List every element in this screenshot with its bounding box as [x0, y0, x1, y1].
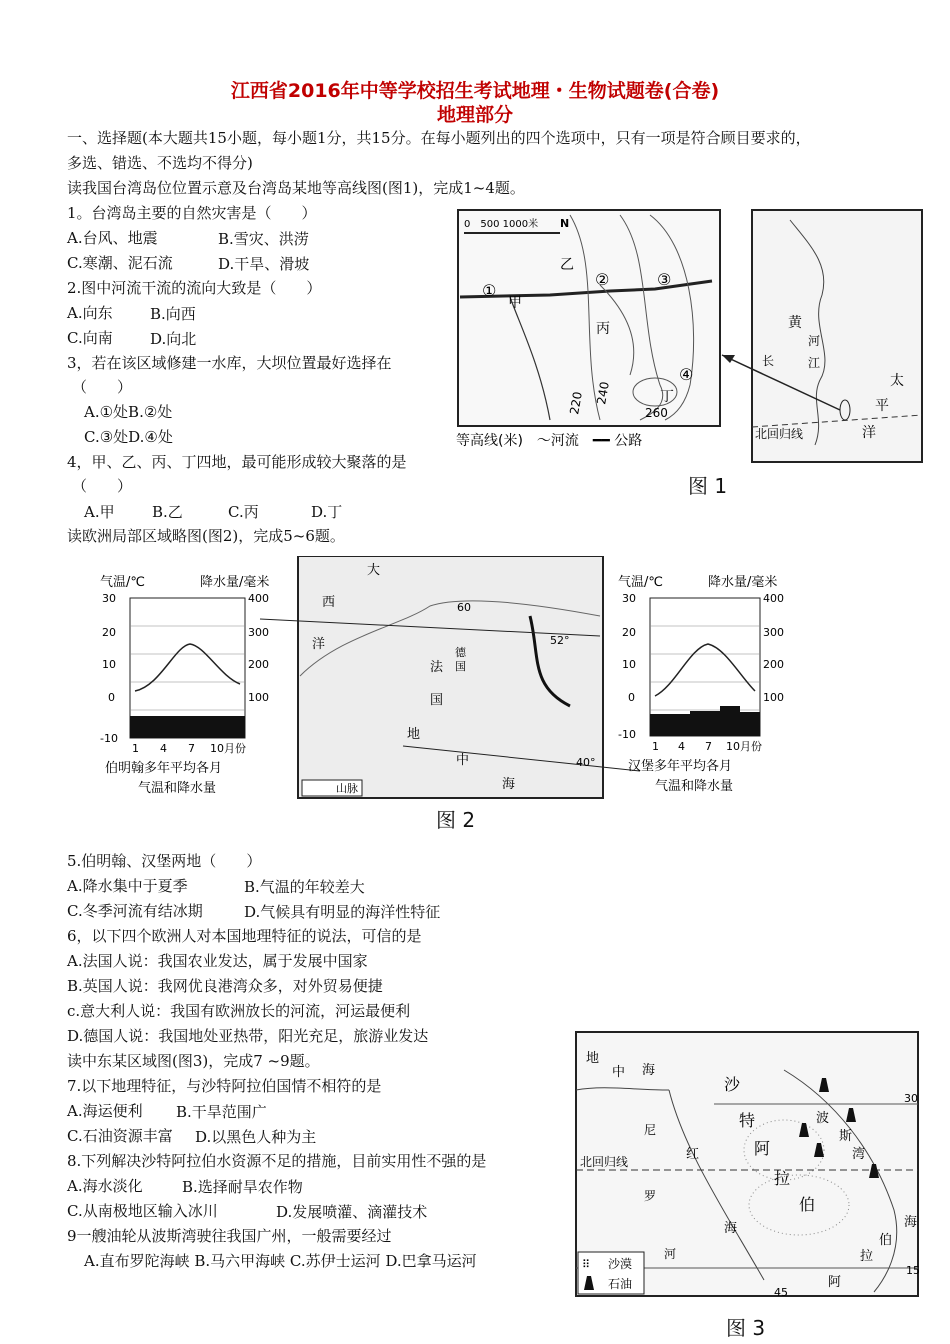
right-ptick: 200: [763, 658, 784, 671]
right-temp-axis-title: 气温/℃: [618, 575, 663, 590]
label-a: 阿: [754, 1139, 771, 1158]
section-instructions-cont: 多选、错选、不选均不得分): [67, 154, 253, 172]
question-7-option-c: C.石油资源丰富: [67, 1127, 173, 1145]
label-he: 河: [808, 334, 821, 348]
right-ptick: 100: [763, 691, 784, 704]
left-month: 4: [160, 742, 167, 755]
tropic-label: 北回归线: [580, 1155, 629, 1169]
question-4-option-a: A.甲: [84, 503, 115, 521]
site-4: ④: [679, 365, 694, 384]
label-ping: 平: [875, 398, 889, 414]
map-label-di: 地: [407, 727, 421, 742]
left-ptick: 200: [248, 658, 269, 671]
right-month: 1: [652, 740, 659, 753]
question-1-option-a: A.台风、地震: [67, 229, 158, 247]
contour-label-240: 240: [594, 380, 612, 406]
right-month: 4: [678, 740, 685, 753]
tropic-label: 北回归线: [755, 427, 804, 441]
site-1: ①: [482, 281, 497, 300]
label-la: 拉: [774, 1169, 791, 1188]
question-5-stem: 5.伯明翰、汉堡两地（ ）: [67, 852, 262, 870]
left-temp-axis-title: 气温/℃: [100, 575, 145, 590]
question-7-option-a: A.海运便利: [67, 1102, 143, 1120]
question-9-options: A.直布罗陀海峡 B.马六甲海峡 C.苏伊士运河 D.巴拿马运河: [84, 1252, 477, 1270]
label-chang: 长: [762, 354, 775, 368]
site-2: ②: [595, 270, 610, 289]
question-8-option-b: B.选择耐旱农作物: [182, 1178, 303, 1196]
place-ding: 丁: [660, 389, 674, 405]
label-di: 地: [586, 1051, 600, 1066]
label-a2: 阿: [828, 1275, 842, 1290]
right-tick: 30: [622, 592, 636, 605]
right-ptick: 400: [763, 592, 784, 605]
lat-label-30: 30: [904, 1092, 918, 1105]
question-8-stem: 8.下列解决沙特阿拉伯水资源不足的措施，目前实用性不强的是: [67, 1152, 487, 1170]
question-5-option-b: B.气温的年较差大: [244, 878, 365, 896]
question-5-option-c: C.冬季河流有结冰期: [67, 902, 203, 920]
question-3-stem: 3，若在该区域修建一水库，大坝位置最好选择在: [67, 354, 392, 372]
map-label-zhong: 中: [456, 753, 470, 768]
left-month: 7: [188, 742, 195, 755]
right-chart-caption-2: 气温和降水量: [655, 779, 734, 794]
scale-label: 0 500 1000米: [464, 219, 539, 230]
map-label-xi: 西: [322, 595, 336, 610]
question-1-option-b: B.雪灾、洪涝: [218, 230, 309, 248]
label-yang: 洋: [862, 425, 876, 441]
lon-label-45: 45: [774, 1286, 788, 1298]
section-instructions: 一、选择题(本大题共15小题，每小题1分，共15分。在每小题列出的四个选项中，只有一项是符合顾目要求的，: [67, 129, 811, 147]
question-6-option-d: D.德国人说：我国地处亚热带，阳光充足，旅游业发达: [67, 1027, 429, 1045]
reading-prompt-1: 读我国台湾岛位位置示意及台湾岛某地等高线图(图1)，完成1~4题。: [67, 179, 525, 197]
place-bing: 丙: [596, 321, 610, 337]
left-ptick: 300: [248, 626, 269, 639]
page-subtitle: 地理部分: [436, 104, 513, 126]
lat-label-52: 52°: [550, 634, 570, 647]
contour-label-220: 220: [567, 390, 585, 416]
right-tick: 20: [622, 626, 636, 639]
question-4-stem: 4，甲、乙、丙、丁四地，最可能形成较大聚落的是: [67, 453, 407, 471]
figure-2-caption: 图 2: [436, 808, 476, 832]
label-huang: 黄: [788, 315, 802, 331]
label-wan: 湾: [852, 1147, 866, 1162]
question-2-option-b: B.向西: [150, 305, 196, 323]
place-jia: 甲: [508, 295, 522, 311]
desert-legend: 沙漠: [608, 1257, 633, 1271]
question-4-option-b: B.乙: [152, 503, 183, 521]
right-chart-caption: 汉堡多年平均各月: [628, 759, 733, 774]
arrow-head-icon: [722, 355, 735, 363]
question-5-option-a: A.降水集中于夏季: [67, 877, 188, 895]
left-precip-bars: [130, 716, 245, 738]
inset-map-frame: [752, 210, 922, 462]
figure-3: [574, 1030, 924, 1298]
map-label-fa: 法: [430, 660, 444, 675]
question-4-option-c: C.丙: [228, 503, 259, 521]
question-7-option-d: D.以黑色人种为主: [195, 1128, 317, 1146]
question-1-stem: 1。台湾岛主要的自然灾害是（ ）: [67, 204, 317, 222]
label-ni: 尼: [644, 1123, 657, 1137]
question-2-option-c: C.向南: [67, 329, 113, 347]
figure-1-caption: 图 1: [688, 474, 728, 498]
oil-legend: 石油: [608, 1277, 633, 1291]
place-yi: 乙: [560, 257, 574, 273]
question-7-option-b: B.干旱范围广: [176, 1103, 267, 1121]
question-6-option-c: c.意大利人说：我国有欧洲放长的河流，河运最便利: [67, 1002, 411, 1020]
question-6-option-a: A.法国人说：我国农业发达，属于发展中国家: [67, 952, 368, 970]
site-3: ③: [657, 270, 672, 289]
question-2-option-a: A.向东: [67, 304, 113, 322]
label-he: 河: [664, 1247, 677, 1261]
question-6-option-b: B.英国人说：我网优良港湾众多，对外贸易便捷: [67, 977, 383, 995]
right-ptick: 300: [763, 626, 784, 639]
right-prec-axis-title: 降水量/毫米: [708, 575, 778, 590]
desert-legend-icon: ⠿: [582, 1258, 591, 1271]
question-1-option-d: D.干旱、滑坡: [218, 255, 310, 273]
page-title: 江西省2016年中等学校招生考试地理・生物试题卷(合卷): [230, 80, 720, 102]
label-tai: 太: [890, 373, 904, 389]
question-3-options-cd: C.③处D.④处: [84, 428, 173, 446]
europe-map-frame: [298, 556, 603, 798]
question-8-option-c: C.从南极地区输入冰川: [67, 1202, 218, 1220]
question-2-option-d: D.向北: [150, 330, 197, 348]
label-te: 特: [739, 1111, 756, 1130]
right-tick: 0: [628, 691, 635, 704]
label-bo: 伯: [799, 1195, 816, 1214]
reading-prompt-2: 读欧洲局部区域略图(图2)，完成5~6题。: [67, 527, 345, 545]
lat-label-60: 60: [457, 601, 471, 614]
label-bo3: 伯: [879, 1233, 893, 1248]
left-ptick: 100: [248, 691, 269, 704]
right-month: 7: [705, 740, 712, 753]
reading-prompt-3: 读中东某区域图(图3)，完成7 ~9题。: [67, 1052, 320, 1070]
question-3-paren: （ ）: [72, 378, 133, 396]
left-tick: 10: [102, 658, 116, 671]
label-zhong: 中: [612, 1065, 626, 1080]
map-label-da: 大: [367, 563, 381, 578]
map-label-guo: 国: [430, 693, 444, 708]
label-hai2: 海: [724, 1221, 738, 1236]
label-luo: 罗: [644, 1189, 657, 1203]
right-tick: 10: [622, 658, 636, 671]
map-label-hai: 海: [502, 777, 516, 792]
question-3-options-ab: A.①处B.②处: [84, 403, 173, 421]
map-label-guo2: 国: [455, 660, 466, 673]
left-ptick: 400: [248, 592, 269, 605]
left-tick: -10: [100, 732, 118, 745]
label-si: 斯: [839, 1129, 853, 1144]
lat-label-15: 15: [906, 1264, 920, 1277]
label-sha: 沙: [724, 1075, 741, 1094]
left-prec-axis-title: 降水量/毫米: [200, 575, 270, 590]
label-hong: 红: [686, 1147, 700, 1162]
left-month: 1: [132, 742, 139, 755]
question-8-option-d: D.发展喷灌、滴灌技术: [276, 1203, 428, 1221]
map-legend: 等高线(米) ～河流 ━━ 公路: [456, 433, 643, 449]
figure-2: [100, 556, 800, 802]
figure-1: [450, 205, 930, 500]
question-8-option-a: A.海水淡化: [67, 1177, 143, 1195]
left-chart-caption: 伯明翰多年平均各月: [105, 761, 223, 776]
question-2-stem: 2.图中河流干流的流向大致是（ ）: [67, 279, 322, 297]
left-tick: 20: [102, 626, 116, 639]
left-month: 10月份: [210, 742, 246, 755]
question-5-option-d: D.气候具有明显的海洋性特征: [244, 903, 441, 921]
left-tick: 30: [102, 592, 116, 605]
lat-label-40: 40°: [576, 756, 596, 769]
label-jiang: 江: [808, 356, 821, 370]
contour-label-260: 260: [645, 406, 668, 420]
right-tick: -10: [618, 728, 636, 741]
right-month: 10月份: [726, 740, 762, 753]
label-bo2: 波: [816, 1111, 830, 1126]
question-1-option-c: C.寒潮、泥石流: [67, 254, 173, 272]
left-chart-caption-2: 气温和降水量: [138, 781, 217, 796]
left-tick: 0: [108, 691, 115, 704]
question-7-stem: 7.以下地理特征，与沙特阿拉伯国情不相符的是: [67, 1077, 382, 1095]
map-label-yang: 洋: [312, 637, 326, 652]
mountain-legend: 山脉: [336, 782, 358, 795]
question-4-option-d: D.丁: [311, 503, 343, 521]
label-hai: 海: [642, 1063, 656, 1078]
label-la2: 拉: [860, 1249, 874, 1264]
figure-3-caption: 图 3: [726, 1316, 766, 1340]
map-label-de: 德: [455, 646, 466, 659]
question-4-paren: （ ）: [72, 477, 133, 495]
question-9-stem: 9一艘油轮从波斯湾驶往我国广州，一般需要经过: [67, 1227, 392, 1245]
label-hai3: 海: [904, 1215, 918, 1230]
question-6-stem: 6，以下四个欧洲人对本国地理特征的说法，可信的是: [67, 927, 422, 945]
north-arrow-icon: N: [560, 217, 570, 230]
